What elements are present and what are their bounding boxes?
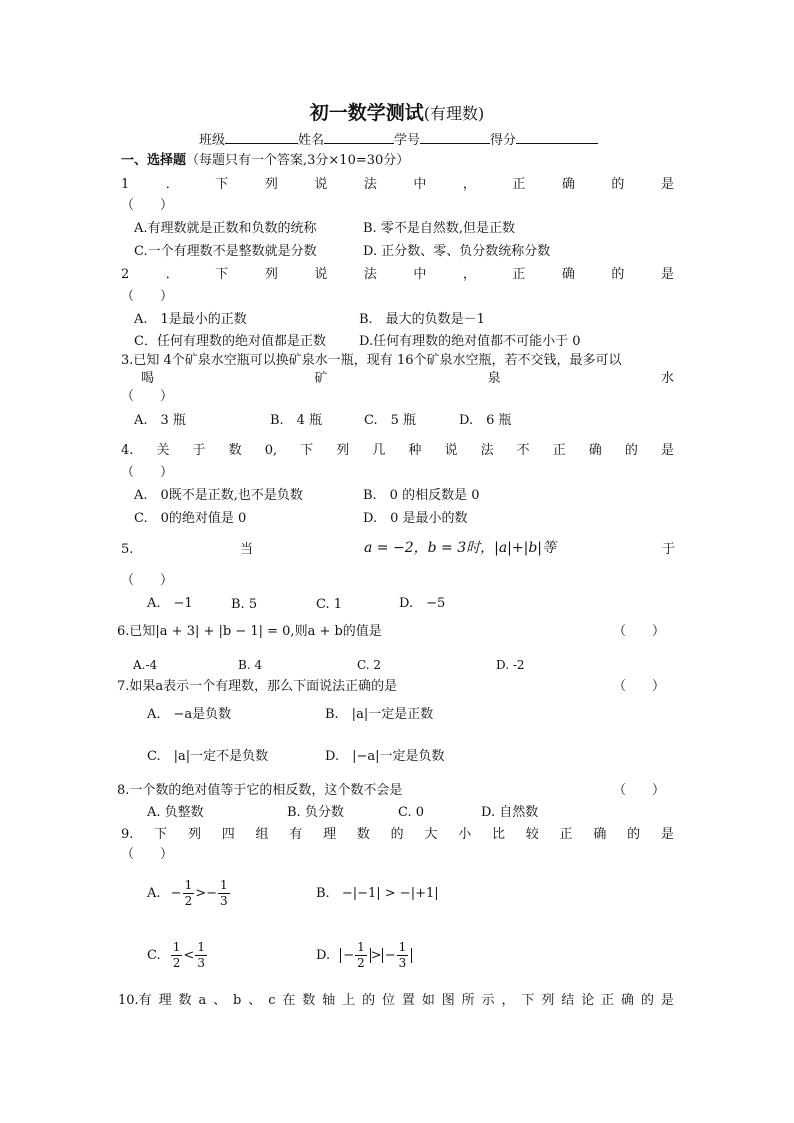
q5-number: 5. bbox=[121, 542, 134, 557]
q4-word: 确 bbox=[588, 443, 602, 458]
q9-option-c[interactable] bbox=[147, 938, 208, 974]
fraction: $\frac{1}{3}$ bbox=[197, 940, 205, 970]
q10-word: 所 bbox=[461, 993, 475, 1008]
q1-word: 确 bbox=[561, 177, 575, 192]
id-label: 学号 bbox=[394, 133, 421, 148]
q6-option-a[interactable]: A.-4 bbox=[133, 658, 158, 672]
q10-word: 在 bbox=[282, 993, 296, 1008]
q3-stem: 3.已知 4个矿泉水空瓶可以换矿泉水一瓶，现有 16个矿泉水空瓶，若不交钱，最多可以 bbox=[121, 353, 622, 368]
q2-word: 说 bbox=[314, 267, 328, 282]
q3-word: 水 bbox=[660, 371, 674, 386]
q1-word: 说 bbox=[314, 177, 328, 192]
q10-word: 数 bbox=[302, 993, 316, 1008]
q7-option-b[interactable]: B. |a|一定是正数 bbox=[325, 707, 434, 722]
q4-word: 说 bbox=[444, 443, 458, 458]
q2-word: ， bbox=[462, 267, 476, 282]
q10-word: 图 bbox=[441, 993, 455, 1008]
q6-answer-paren[interactable]: （ ） bbox=[613, 624, 666, 639]
q4-word: 的 bbox=[624, 443, 638, 458]
q1-word: ， bbox=[462, 177, 476, 192]
q3-stem-line2 bbox=[141, 370, 674, 388]
less-sign: < bbox=[183, 948, 195, 963]
q10-word: 论 bbox=[581, 993, 595, 1008]
q10-word: 理 bbox=[158, 993, 172, 1008]
q10-word: 数 bbox=[178, 993, 192, 1008]
q8-option-d[interactable]: D. 自然数 bbox=[481, 805, 539, 820]
q4-option-b[interactable]: B. 0 的相反数是 0 bbox=[363, 488, 480, 503]
q10-word: 示 bbox=[481, 993, 495, 1008]
q1-word: 是 bbox=[660, 177, 674, 192]
q9-option-d-label: D. bbox=[316, 948, 331, 963]
name-label: 姓名 bbox=[298, 133, 325, 148]
section-note: （每题只有一个答案,3分×10=30分） bbox=[186, 153, 410, 168]
q4-word: 种 bbox=[408, 443, 422, 458]
title-text: 初一数学测试 bbox=[309, 102, 424, 124]
class-blank[interactable] bbox=[225, 131, 298, 144]
q4-option-a[interactable]: A. 0既不是正数,也不是负数 bbox=[134, 488, 303, 503]
q4-option-d[interactable]: D. 0 是最小的数 bbox=[363, 511, 468, 526]
q4-stem bbox=[121, 442, 674, 460]
q7-option-c[interactable]: C. |a|一定不是负数 bbox=[147, 749, 269, 764]
q1-option-a[interactable]: A.有理数就是正数和负数的统称 bbox=[134, 221, 317, 236]
name-blank[interactable] bbox=[324, 131, 394, 144]
q10-word: 上 bbox=[342, 993, 356, 1008]
q10-word: 的 bbox=[640, 993, 654, 1008]
q4-option-c[interactable]: C. 0的绝对值是 0 bbox=[134, 511, 247, 526]
q4-word: 4. bbox=[121, 443, 134, 458]
q9-word: 9. bbox=[121, 827, 134, 842]
q2-option-a[interactable]: A. 1是最小的正数 bbox=[134, 312, 247, 327]
q9-word: 比 bbox=[491, 827, 505, 842]
q9-word: 组 bbox=[255, 827, 269, 842]
q2-stem bbox=[121, 266, 674, 284]
q10-word: b bbox=[233, 993, 242, 1008]
fraction: $\frac{1}{3}$ bbox=[220, 878, 228, 908]
q1-word: ． bbox=[165, 177, 179, 192]
q10-word: 、 bbox=[213, 993, 227, 1008]
q4-word: 正 bbox=[552, 443, 566, 458]
q7-option-a[interactable]: A. −a是负数 bbox=[147, 707, 232, 722]
q4-answer-paren[interactable]: （ ） bbox=[121, 465, 174, 480]
q4-word: 于 bbox=[192, 443, 206, 458]
q10-stem bbox=[118, 992, 674, 1010]
q2-word: 是 bbox=[660, 267, 674, 282]
q10-word: 10.有 bbox=[118, 993, 152, 1008]
q5-condition: a = −2，b = 3时，|a|+|b|等 bbox=[364, 540, 557, 556]
absolute-value: − $\frac{1}{3}$ bbox=[382, 948, 413, 963]
q1-answer-paren[interactable]: （ ） bbox=[121, 198, 174, 213]
q9-option-b-expr: −|−1| > −|+1| bbox=[341, 886, 439, 901]
absolute-value: − $\frac{1}{2}$ bbox=[340, 948, 371, 963]
q1-word: 下 bbox=[215, 177, 229, 192]
q3-option-c[interactable]: C. 5 瓶 bbox=[364, 413, 417, 428]
q3-option-a[interactable]: A. 3 瓶 bbox=[134, 413, 186, 428]
q10-word: 确 bbox=[621, 993, 635, 1008]
q2-word: 中 bbox=[413, 267, 427, 282]
q7-stem: 7.如果a表示一个有理数，那么下面说法正确的是 bbox=[117, 679, 398, 694]
q8-option-c[interactable]: C. 0 bbox=[398, 805, 425, 820]
page-title bbox=[0, 100, 794, 127]
q8-answer-paren[interactable]: （ ） bbox=[613, 783, 666, 798]
q1-word: 法 bbox=[363, 177, 377, 192]
q6-option-d[interactable]: D. -2 bbox=[496, 658, 525, 672]
q1-word: 1 bbox=[121, 177, 130, 192]
q2-word: 的 bbox=[611, 267, 625, 282]
q3-answer-paren[interactable]: （ ） bbox=[121, 389, 174, 404]
q10-word: 下 bbox=[521, 993, 535, 1008]
q4-word: 不 bbox=[516, 443, 530, 458]
q9-word: 正 bbox=[559, 827, 573, 842]
q9-option-d[interactable] bbox=[316, 938, 412, 974]
q9-option-a[interactable] bbox=[147, 876, 231, 912]
q1-stem bbox=[121, 176, 674, 194]
q9-word: 的 bbox=[627, 827, 641, 842]
q2-word: 列 bbox=[264, 267, 278, 282]
q2-answer-paren[interactable]: （ ） bbox=[121, 289, 174, 304]
q5-answer-paren[interactable]: （ ） bbox=[121, 573, 174, 588]
q8-stem: 8.一个数的绝对值等于它的相反数，这个数不会是 bbox=[117, 783, 403, 798]
q4-word: 0, bbox=[264, 443, 278, 458]
q1-word: 中 bbox=[413, 177, 427, 192]
q9-word: 理 bbox=[323, 827, 337, 842]
q4-word: 下 bbox=[300, 443, 314, 458]
q3-word: 喝 bbox=[141, 371, 155, 386]
minus-sign: − bbox=[170, 886, 182, 901]
q10-word: 是 bbox=[660, 993, 674, 1008]
q9-stem bbox=[121, 826, 674, 844]
q1-word: 正 bbox=[512, 177, 526, 192]
q9-option-b-label: B. bbox=[316, 886, 330, 901]
q10-word: 结 bbox=[561, 993, 575, 1008]
q3-word: 泉 bbox=[487, 371, 501, 386]
q2-option-b[interactable]: B. 最大的负数是－1 bbox=[359, 312, 485, 327]
q10-word: 如 bbox=[421, 993, 435, 1008]
q9-word: 数 bbox=[356, 827, 370, 842]
q3-option-b[interactable]: B. 4 瓶 bbox=[270, 413, 323, 428]
q10-word: ， bbox=[501, 993, 515, 1008]
q2-option-d[interactable]: D.任何有理数的绝对值都不可能小于 0 bbox=[359, 334, 581, 349]
q1-option-d[interactable]: D. 正分数、零、负分数统称分数 bbox=[363, 244, 551, 259]
q4-word: 法 bbox=[480, 443, 494, 458]
q2-word: 正 bbox=[512, 267, 526, 282]
q3-option-d[interactable]: D. 6 瓶 bbox=[459, 413, 512, 428]
q7-option-d[interactable]: D. |−a|一定是负数 bbox=[325, 749, 445, 764]
q4-word: 列 bbox=[336, 443, 350, 458]
section-heading bbox=[121, 152, 409, 170]
q6-stem: 6.已知|a + 3| + |b − 1| = 0,则a + b的值是 bbox=[117, 624, 382, 639]
q2-word: 确 bbox=[561, 267, 575, 282]
q1-word: 的 bbox=[611, 177, 625, 192]
q10-word: 轴 bbox=[322, 993, 336, 1008]
q2-option-c[interactable]: C．任何有理数的绝对值都是正数 bbox=[134, 334, 326, 349]
q5-word: 当 bbox=[240, 542, 254, 557]
q10-word: 、 bbox=[248, 993, 262, 1008]
q6-option-b[interactable]: B. 4 bbox=[238, 658, 263, 672]
q10-word: c bbox=[268, 993, 276, 1008]
minus-sign: − bbox=[206, 886, 218, 901]
q9-option-c-label: C. bbox=[147, 948, 161, 963]
q1-word: 列 bbox=[264, 177, 278, 192]
greater-sign: > bbox=[370, 948, 382, 963]
q5-option-d[interactable]: D. −5 bbox=[399, 596, 446, 611]
score-label: 得分 bbox=[490, 133, 517, 148]
q10-word: a bbox=[198, 993, 207, 1008]
q2-word: ． bbox=[165, 267, 179, 282]
q5-option-b[interactable]: B. 5 bbox=[231, 597, 258, 612]
section-title: 一、选择题 bbox=[121, 153, 187, 168]
student-info-line bbox=[199, 131, 598, 150]
q5-option-c[interactable]: C. 1 bbox=[316, 597, 343, 612]
fraction: $\frac{1}{2}$ bbox=[172, 940, 181, 970]
q10-word: 置 bbox=[401, 993, 415, 1008]
q5-word: 于 bbox=[662, 542, 676, 557]
q5-option-a[interactable]: A. −1 bbox=[147, 596, 193, 611]
fraction: $\frac{1}{2}$ bbox=[184, 878, 193, 908]
q4-word: 几 bbox=[372, 443, 386, 458]
q1-option-c[interactable]: C.一个有理数不是整数就是分数 bbox=[134, 244, 317, 259]
q10-word: 列 bbox=[541, 993, 555, 1008]
q9-word: 下 bbox=[154, 827, 168, 842]
score-blank[interactable] bbox=[516, 131, 598, 144]
class-label: 班级 bbox=[199, 133, 226, 148]
q1-option-b[interactable]: B. 零不是自然数,但是正数 bbox=[363, 221, 515, 236]
q4-word: 数 bbox=[228, 443, 242, 458]
q2-word: 法 bbox=[363, 267, 377, 282]
q7-answer-paren[interactable]: （ ） bbox=[613, 679, 666, 694]
q9-answer-paren[interactable]: （ ） bbox=[121, 847, 174, 862]
q9-word: 的 bbox=[390, 827, 404, 842]
q10-word: 位 bbox=[381, 993, 395, 1008]
q9-option-a-label: A. bbox=[147, 886, 161, 901]
q2-word: 2 bbox=[121, 267, 130, 282]
q4-word: 关 bbox=[156, 443, 170, 458]
q10-word: 的 bbox=[362, 993, 376, 1008]
q9-word: 列 bbox=[187, 827, 201, 842]
greater-sign: > bbox=[195, 886, 207, 901]
q8-option-a[interactable]: A. 负整数 bbox=[147, 805, 204, 820]
title-subtitle: (有理数) bbox=[423, 104, 485, 123]
q9-option-b[interactable] bbox=[316, 885, 439, 903]
q8-option-b[interactable]: B. 负分数 bbox=[287, 805, 344, 820]
q9-word: 较 bbox=[525, 827, 539, 842]
id-blank[interactable] bbox=[420, 131, 490, 144]
q9-word: 大 bbox=[424, 827, 438, 842]
q9-word: 是 bbox=[660, 827, 674, 842]
q4-word: 是 bbox=[660, 443, 674, 458]
q6-option-c[interactable]: C. 2 bbox=[357, 658, 382, 672]
q10-word: 正 bbox=[601, 993, 615, 1008]
q9-word: 小 bbox=[458, 827, 472, 842]
q9-word: 确 bbox=[593, 827, 607, 842]
q2-word: 下 bbox=[215, 267, 229, 282]
q3-word: 矿 bbox=[314, 371, 328, 386]
q9-word: 有 bbox=[289, 827, 303, 842]
q9-word: 四 bbox=[221, 827, 235, 842]
